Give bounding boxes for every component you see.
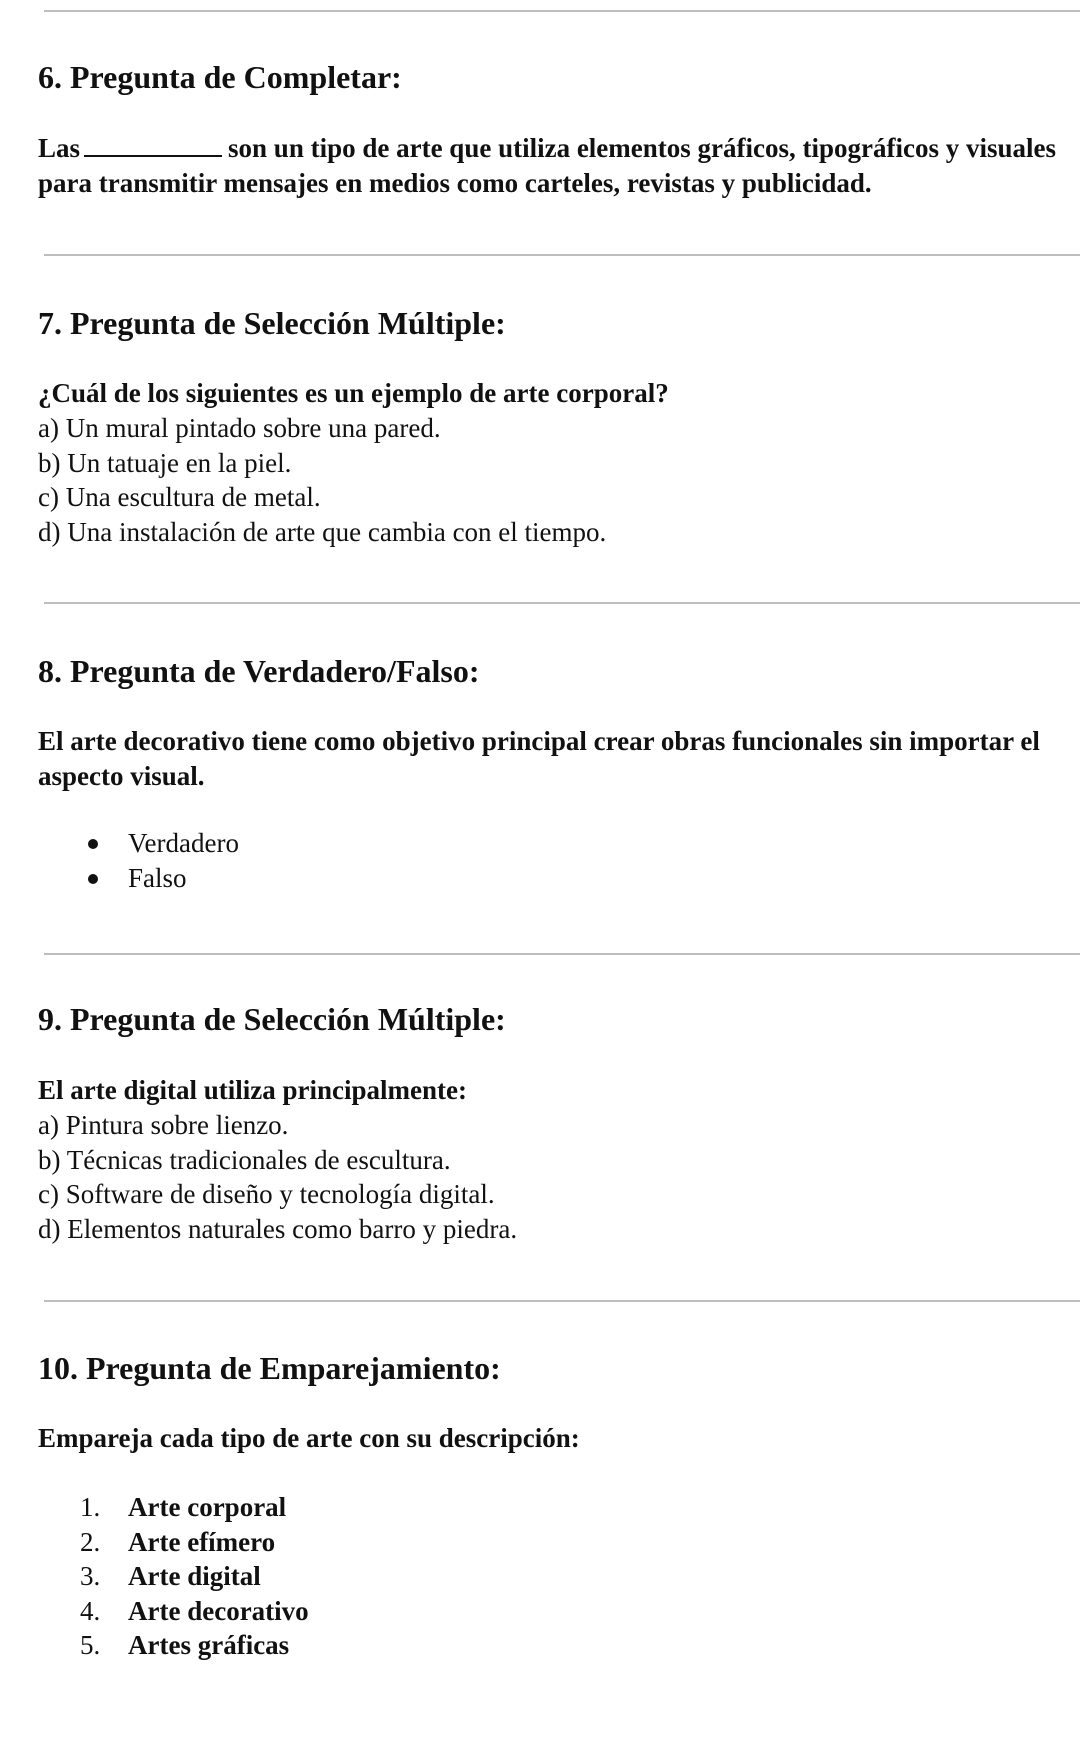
- question-8-option-true-label: Verdadero: [128, 828, 239, 858]
- matching-item-term: Arte decorativo: [128, 1595, 309, 1626]
- divider-4: [44, 1300, 1080, 1302]
- matching-item-term: Arte corporal: [128, 1492, 287, 1522]
- matching-item-2: [80, 1525, 309, 1560]
- matching-item-5: [80, 1628, 309, 1663]
- question-8-options: [86, 826, 239, 896]
- question-7-option-c: c) Una escultura de metal.: [38, 482, 321, 512]
- question-9-options: [38, 1108, 517, 1246]
- question-8-prompt: El arte decorativo tiene como objetivo principal crear obras funcionales sin importar el aspecto visual.: [38, 726, 1040, 791]
- matching-item-3: [80, 1559, 309, 1594]
- matching-item-number: 5.: [80, 1630, 101, 1660]
- matching-item-number: 2.: [80, 1526, 101, 1557]
- divider-1: [44, 254, 1080, 256]
- question-7-prompt: ¿Cuál de los siguientes es un ejemplo de arte corporal?: [38, 378, 669, 408]
- matching-item-number: 3.: [80, 1561, 101, 1591]
- question-8-option-true: [86, 826, 239, 861]
- question-7-options: [38, 411, 606, 549]
- question-9-heading: 9. Pregunta de Selección Múltiple:: [38, 1001, 506, 1037]
- question-10-heading: 10. Pregunta de Emparejamiento:: [38, 1350, 501, 1386]
- divider-top: [44, 10, 1080, 12]
- matching-item-number: 1.: [80, 1492, 101, 1522]
- question-6-text-before: Las: [38, 133, 81, 163]
- question-10-items: [80, 1490, 309, 1663]
- question-9-option-b: b) Técnicas tradicionales de escultura.: [38, 1144, 451, 1175]
- bullet-icon: [88, 839, 98, 849]
- question-9-option-c: c) Software de diseño y tecnología digital.: [38, 1179, 495, 1209]
- matching-item-number: 4.: [80, 1595, 101, 1626]
- question-7-option-a: a) Un mural pintado sobre una pared.: [38, 413, 441, 443]
- question-9-prompt: El arte digital utiliza principalmente:: [38, 1075, 467, 1105]
- matching-item-4: [80, 1594, 309, 1629]
- matching-item-term: Arte efímero: [128, 1526, 276, 1557]
- question-8-option-false: [86, 861, 239, 896]
- question-8-heading: 8. Pregunta de Verdadero/Falso:: [38, 653, 480, 689]
- divider-3: [44, 953, 1080, 955]
- question-8-option-false-label: Falso: [128, 863, 187, 893]
- matching-item-term: Arte digital: [128, 1561, 261, 1591]
- question-6-prompt: [38, 131, 1068, 201]
- matching-item-term: Artes gráficas: [128, 1630, 290, 1660]
- divider-2: [44, 602, 1080, 604]
- question-7-heading: 7. Pregunta de Selección Múltiple:: [38, 305, 506, 341]
- question-9-option-d: d) Elementos naturales como barro y piedra.: [38, 1213, 518, 1244]
- question-6-heading: 6. Pregunta de Completar:: [38, 59, 402, 95]
- question-7-option-d: d) Una instalación de arte que cambia con el tiempo.: [38, 516, 607, 547]
- bullet-icon: [88, 874, 98, 884]
- fill-in-blank[interactable]: [84, 133, 222, 157]
- question-6-text-after: son un tipo de arte que utiliza elementos gráficos, tipográficos y visuales para transmitir mensajes en medios como carteles, revistas y publicidad.: [38, 133, 1056, 198]
- question-7-option-b: b) Un tatuaje en la piel.: [38, 447, 292, 478]
- question-10-prompt: Empareja cada tipo de arte con su descripción:: [38, 1423, 580, 1453]
- question-9-option-a: a) Pintura sobre lienzo.: [38, 1110, 289, 1140]
- matching-item-1: [80, 1490, 309, 1525]
